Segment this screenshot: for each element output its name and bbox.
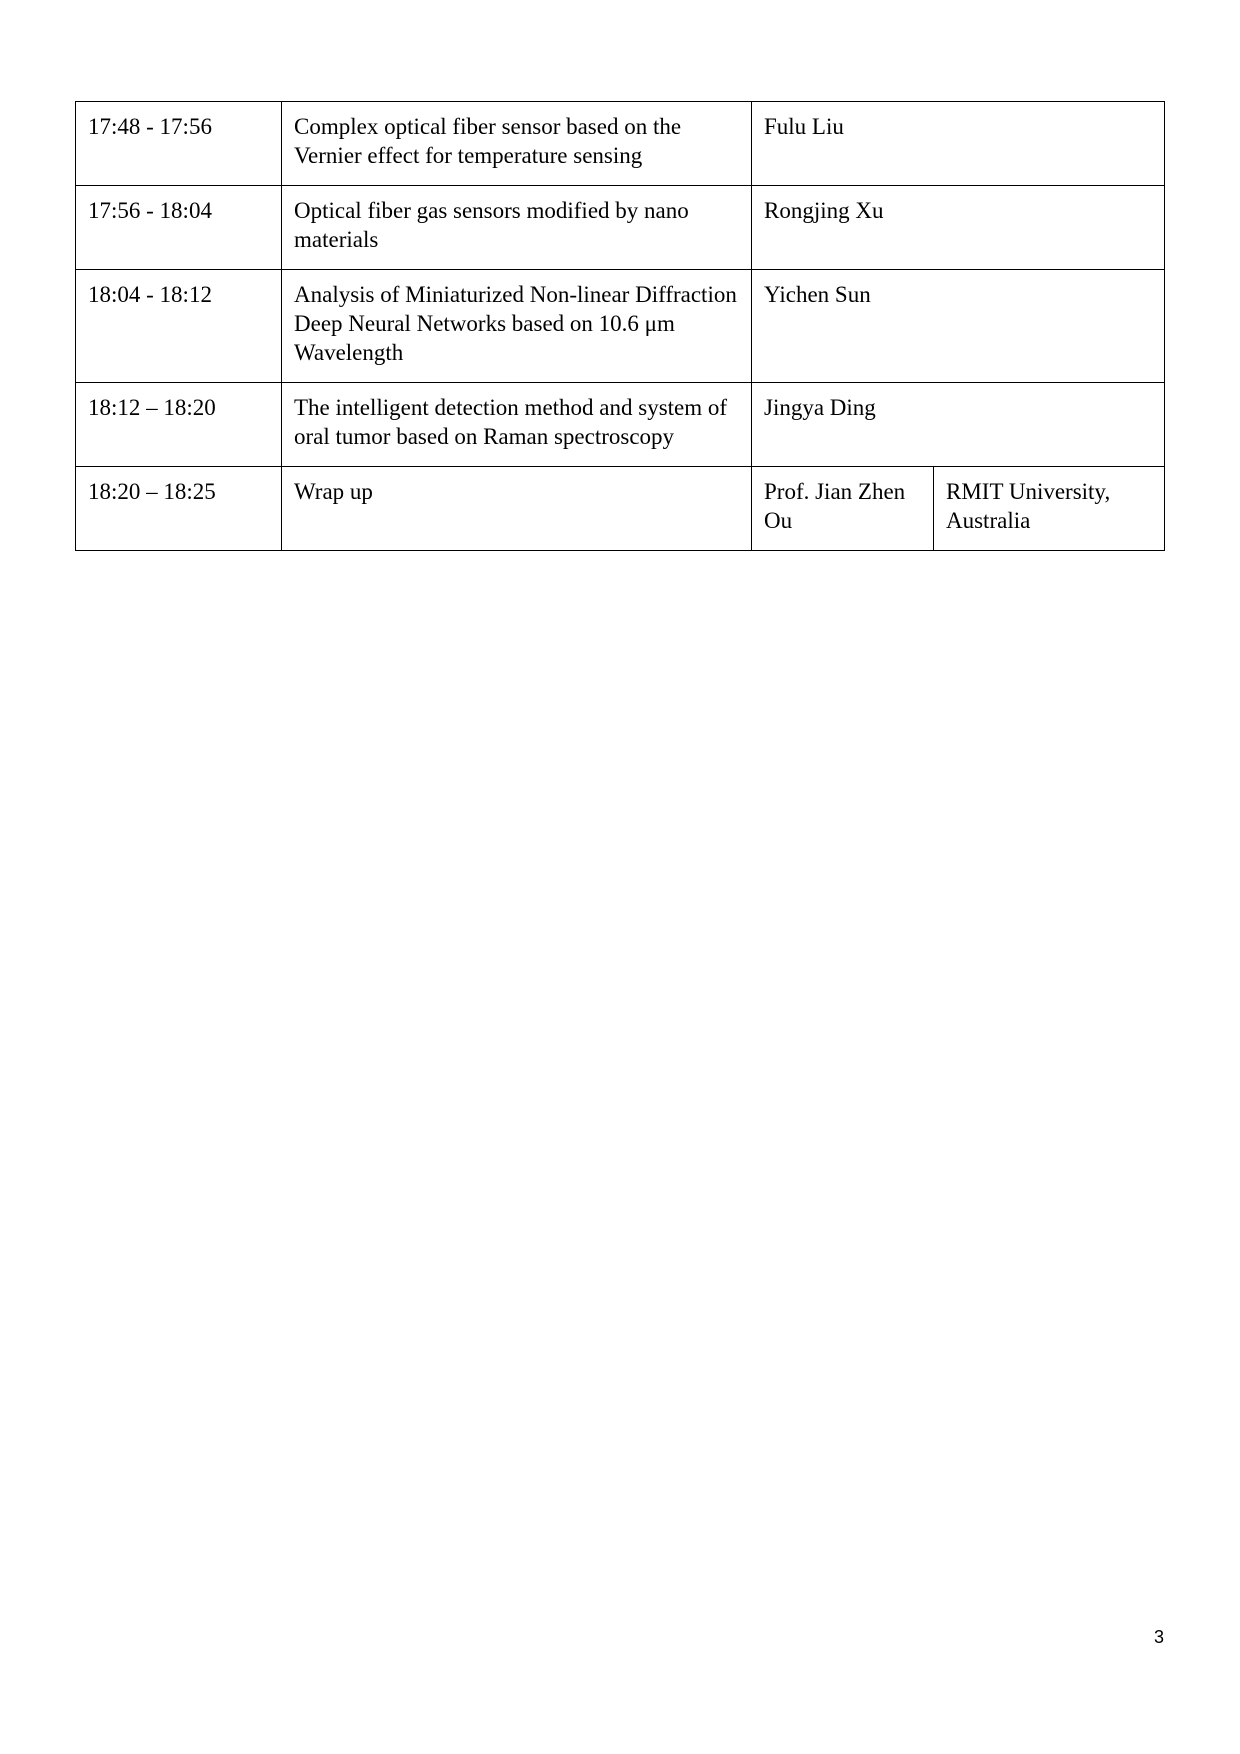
time-cell: 18:12 – 18:20: [76, 383, 282, 467]
speaker-cell: Rongjing Xu: [752, 186, 1165, 270]
time-cell: 18:04 - 18:12: [76, 270, 282, 383]
talk-title-cell: The intelligent detection method and system of oral tumor based on Raman spectroscopy: [282, 383, 752, 467]
time-cell: 18:20 – 18:25: [76, 467, 282, 551]
table-row: [76, 467, 1165, 551]
talk-title-cell: Analysis of Miniaturized Non-linear Diffraction Deep Neural Networks based on 10.6 μm Wavelength: [282, 270, 752, 383]
table-row: [76, 186, 1165, 270]
speaker-cell: Yichen Sun: [752, 270, 1165, 383]
time-cell: 17:56 - 18:04: [76, 186, 282, 270]
page-number: 3: [1153, 1627, 1164, 1647]
affiliation-cell: RMIT University, Australia: [934, 467, 1165, 551]
table-row: [76, 383, 1165, 467]
speaker-cell: Fulu Liu: [752, 102, 1165, 186]
schedule-table: [75, 101, 1165, 551]
talk-title-cell: Optical fiber gas sensors modified by nano materials: [282, 186, 752, 270]
speaker-cell: Prof. Jian Zhen Ou: [752, 467, 934, 551]
table-row: [76, 102, 1165, 186]
time-cell: 17:48 - 17:56: [76, 102, 282, 186]
speaker-cell: Jingya Ding: [752, 383, 1165, 467]
talk-title-cell: Complex optical fiber sensor based on the Vernier effect for temperature sensing: [282, 102, 752, 186]
talk-title-cell: Wrap up: [282, 467, 752, 551]
table-row: [76, 270, 1165, 383]
